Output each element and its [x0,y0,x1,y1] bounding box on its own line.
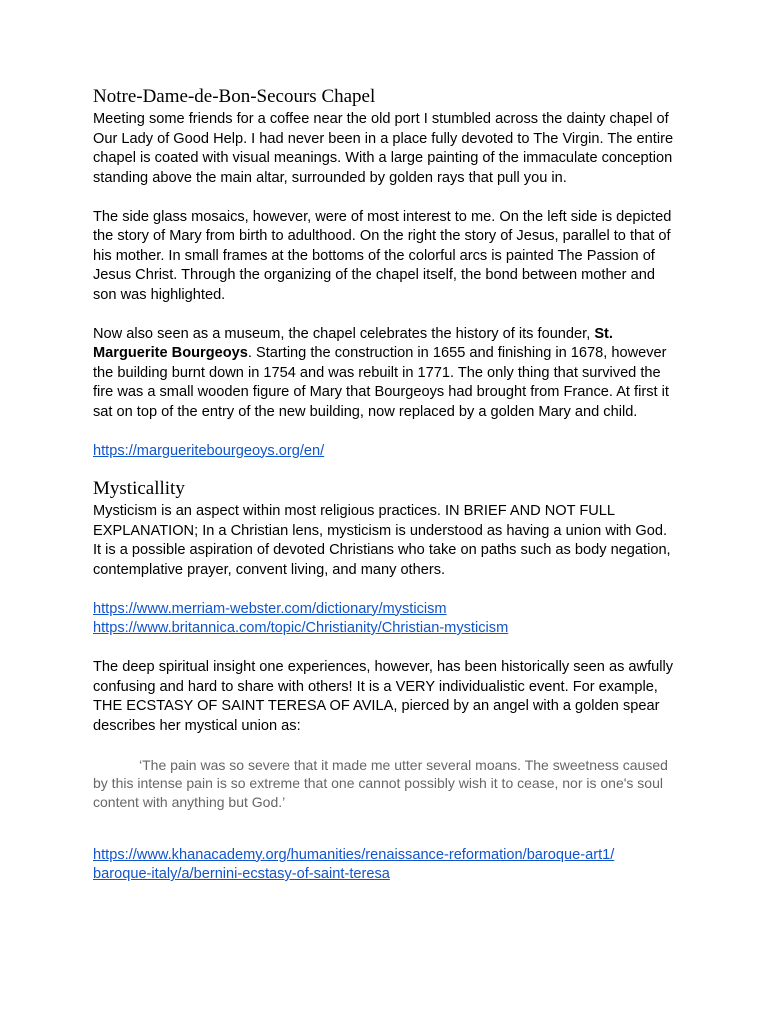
merriam-webster-link[interactable]: https://www.merriam-webster.com/dictionary/mysticism [93,600,447,617]
spacer [93,831,678,846]
chapel-paragraph-1: Meeting some friends for a coffee near the old port I stumbled across the dainty chapel of Our Lady of Good Help. I had never been in a place fully devoted to The Virgin. The entire chapel is coated with visual meanings. With a large painting of the immaculate conception standing above the main altar, surrounded by golden rays that pull you in. [93,111,674,186]
link-line-1: https://www.khanacademy.org/humanities/renaissance-reformation/baroque-art1/ [93,846,615,863]
document-page [93,84,678,885]
chapel-paragraph-2: The side glass mosaics, however, were of most interest to me. On the left side is depicted the story of Mary from birth to adulthood. On the right the story of Jesus, parallel to that of his mother. In small frames at the bottoms of the colorful arcs is painted The Passion of Jesus Christ. Through the organizing of the chapel itself, the bond between mother and son was highlighted. [93,208,672,303]
spacer [93,305,678,325]
mysticism-paragraph-1: Mysticism is an aspect within most religious practices. IN BRIEF AND NOT FULL EXPLANATION; In a Christian lens, mysticism is understood as having a union with God. It is a possible aspiration of devoted Christians who take on paths such as body negation, contemplative prayer, convent living, and many others. [93,503,671,578]
spacer [93,188,678,208]
spacer [93,461,678,476]
chapel-paragraph-3 [93,325,678,423]
paragraph-text: Now also seen as a museum, the chapel celebrates the history of its founder, [93,325,595,342]
teresa-quote: ‘The pain was so severe that it made me utter several moans. The sweetness caused by this intense pain is so extreme that one cannot possibly wish it to cease, nor is one's soul content with anything but God.’ [93,756,668,810]
founder-name: St. Marguerite Bourgeoys [93,325,613,361]
spacer [93,811,678,831]
khanacademy-link[interactable] [93,846,678,885]
spacer [93,639,678,659]
spacer [93,580,678,600]
spacer [93,736,678,756]
mysticallity-heading: Mysticallity [93,478,185,499]
chapel-heading: Notre-Dame-de-Bon-Secours Chapel [93,86,376,107]
mysticism-paragraph-2: The deep spiritual insight one experiences, however, has been historically seen as awfully confusing and hard to share with others! It is a VERY individualistic event. For example, THE ECSTASY OF SAINT TERESA OF AVILA, pierced by an angel with a golden spear describes her mystical union as: [93,659,674,734]
paragraph-text: . Starting the construction in 1655 and finishing in 1678, however the building burnt down in 1754 and was rebuilt in 1771. The only thing that survived the fire was a small wooden figure of Mary that Bourgeoys had brought from France. At first it sat on top of the entry of the new building, now replaced by a golden Mary and child. [93,345,669,420]
britannica-link[interactable]: https://www.britannica.com/topic/Christianity/Christian-mysticism [93,620,509,636]
spacer [93,422,678,442]
link-line-2: baroque-italy/a/bernini-ecstasy-of-saint-teresa [93,866,390,882]
bourgeoys-link[interactable]: https://margueritebourgeoys.org/en/ [93,442,325,459]
